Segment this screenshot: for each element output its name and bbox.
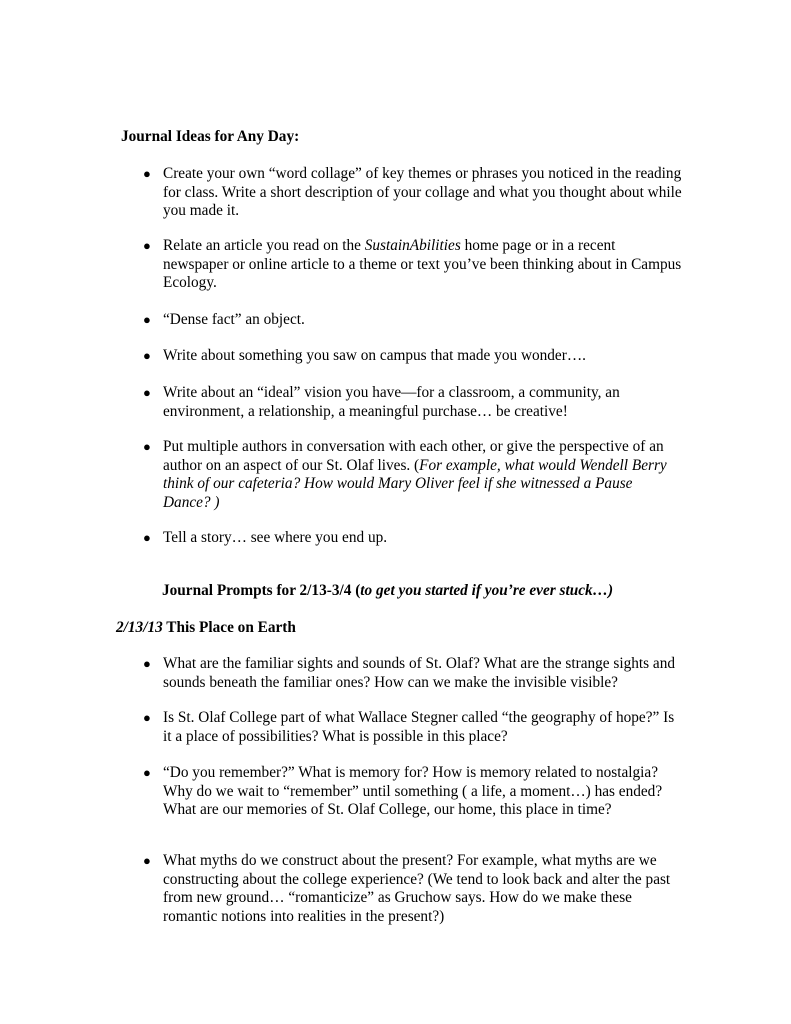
list-item-text: What are the familiar sights and sounds of St. Olaf? What are the strange sights and sounds beneath the familiar ones? How can we make the invisible visible? <box>163 655 676 691</box>
list-item-text: What myths do we construct about the present? For example, what myths are we constructing about the college experience? (We tend to look back and alter the past from new ground… “romanticize” as Gruchow says. How do we make these romantic notions into realities in the present?) <box>163 852 671 925</box>
list-item-text: Put multiple authors in conversation with each other, or give the perspective of an author on an aspect of our St. Olaf lives. (For example, what would Wendell Berry think of our cafeteria? How would Mary Oliver feel if she witnessed a Pause Dance? ) <box>163 438 667 511</box>
prompt-date-heading <box>116 619 296 638</box>
bullet-icon: ● <box>143 530 151 545</box>
prompt-date: 2/13/13 <box>116 619 163 636</box>
bullet-icon: ● <box>143 656 151 671</box>
bullet-icon: ● <box>143 765 151 780</box>
list-item-text: Write about an “ideal” vision you have—for a classroom, a community, an environment, a relationship, a meaningful purchase… be creative! <box>163 384 620 420</box>
list-item-text: Tell a story… see where you end up. <box>163 529 388 546</box>
section-heading-journal-ideas: Journal Ideas for Any Day: <box>121 128 300 145</box>
bullet-icon: ● <box>143 166 151 181</box>
list-item-text: “Do you remember?” What is memory for? How is memory related to nostalgia? Why do we wait to “remember” until something ( a life, a moment…) has ended? What are our memories of St. Olaf College, our home, this place in time? <box>163 764 663 819</box>
list-item-text: Is St. Olaf College part of what Wallace Stegner called “the geography of hope?” Is it a place of possibilities? What is possible in this place? <box>163 709 675 745</box>
bullet-icon: ● <box>143 312 151 327</box>
list-item-text: “Dense fact” an object. <box>163 311 305 328</box>
bullet-icon: ● <box>143 238 151 253</box>
list-item-text: Write about something you saw on campus that made you wonder…. <box>163 347 586 364</box>
bullet-icon: ● <box>143 710 151 725</box>
bullet-icon: ● <box>143 348 151 363</box>
list-item-text: Create your own “word collage” of key themes or phrases you noticed in the reading for class. Write a short description of your collage and what you thought about while you made it. <box>163 165 682 220</box>
list-item-text: Relate an article you read on the SustainAbilities home page or in a recent newspaper or online article to a theme or text you’ve been thinking about in Campus Ecology. <box>163 237 682 292</box>
bullet-icon: ● <box>143 385 151 400</box>
bullet-icon: ● <box>143 853 151 868</box>
section-heading-journal-prompts: Journal Prompts for 2/13-3/4 (to get you started if you’re ever stuck…) <box>162 582 614 599</box>
bullet-icon: ● <box>143 439 151 454</box>
prompt-title: This Place on Earth <box>162 619 296 636</box>
